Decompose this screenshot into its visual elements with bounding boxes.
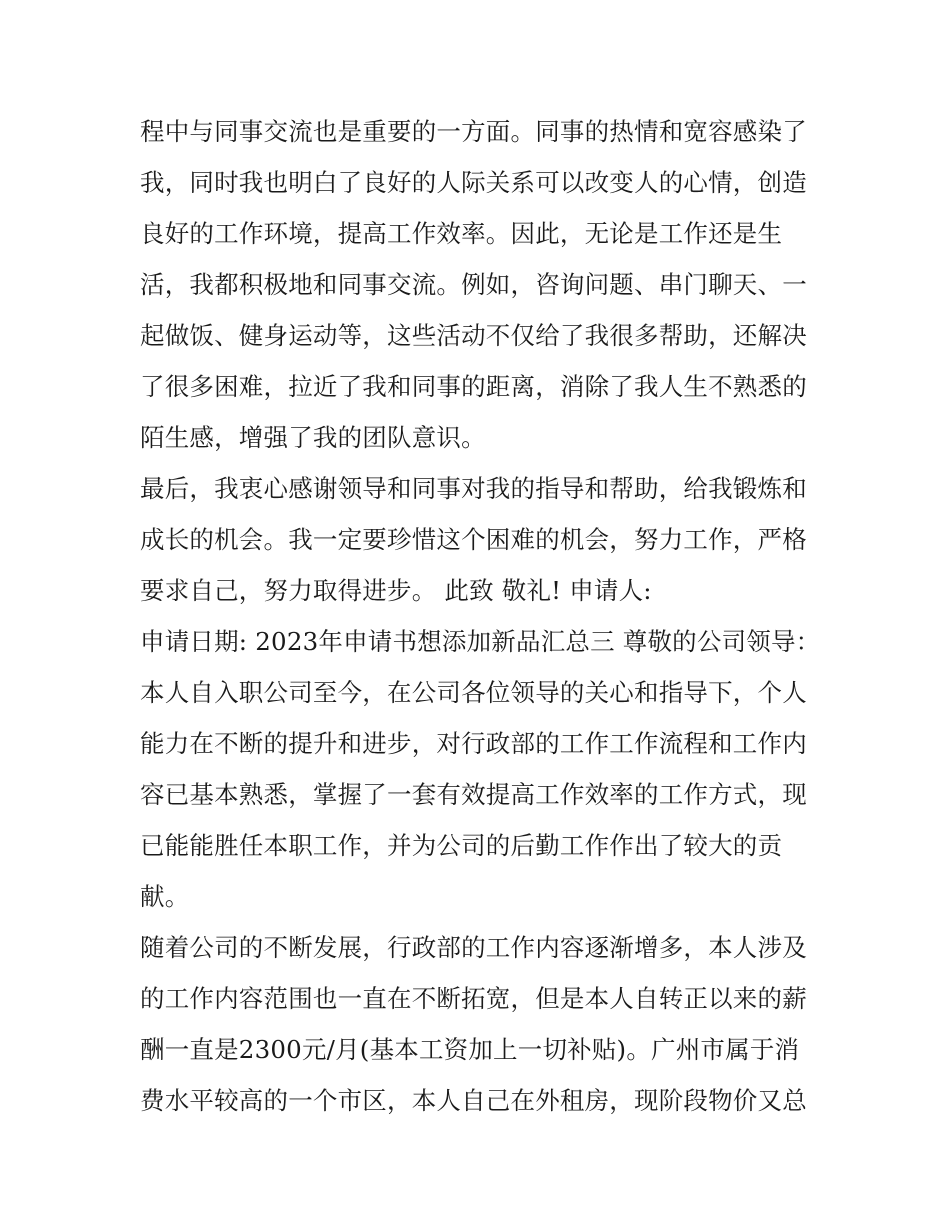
document-body	[140, 106, 820, 1126]
text-line: 要求自己，努力取得进步。 此致 敬礼! 申请人:	[140, 576, 652, 605]
text-line: 陌生感，增强了我的团队意识。	[140, 423, 486, 452]
text-line: 已能能胜任本职工作，并为公司的后勤工作作出了较大的贡	[140, 831, 783, 860]
text-line: 随着公司的不断发展，行政部的工作内容逐渐增多，本人涉及	[140, 933, 807, 962]
text-line: 起做饭、健身运动等，这些活动不仅给了我很多帮助，还解决	[140, 321, 807, 350]
text-line: 程中与同事交流也是重要的一方面。同事的热情和宽容感染了	[140, 117, 807, 146]
text-line: 最后，我衷心感谢领导和同事对我的指导和帮助，给我锻炼和	[140, 474, 807, 503]
text-line: 良好的工作环境，提高工作效率。因此，无论是工作还是生	[140, 219, 783, 248]
text-line: 了很多困难，拉近了我和同事的距离，消除了我人生不熟悉的	[140, 372, 807, 401]
text-line: 容已基本熟悉，掌握了一套有效提高工作效率的工作方式，现	[140, 780, 807, 809]
text-line: 本人自入职公司至今，在公司各位领导的关心和指导下，个人	[140, 678, 807, 707]
text-line: 申请日期: 2023年申请书想添加新品汇总三 尊敬的公司领导：	[140, 627, 821, 656]
text-line: 费水平较高的一个市区，本人自己在外租房，现阶段物价又总	[140, 1086, 807, 1115]
text-line: 我，同时我也明白了良好的人际关系可以改变人的心情，创造	[140, 168, 807, 197]
text-line: 成长的机会。我一定要珍惜这个困难的机会，努力工作，严格	[140, 525, 807, 554]
text-line: 活，我都积极地和同事交流。例如，咨询问题、串门聊天、一	[140, 270, 807, 299]
text-line: 酬一直是2300元/月(基本工资加上一切补贴)。广州市属于消	[140, 1035, 800, 1064]
text-line: 的工作内容范围也一直在不断拓宽，但是本人自转正以来的薪	[140, 984, 807, 1013]
text-line: 献。	[140, 882, 190, 911]
text-line: 能力在不断的提升和进步，对行政部的工作工作流程和工作内	[140, 729, 807, 758]
